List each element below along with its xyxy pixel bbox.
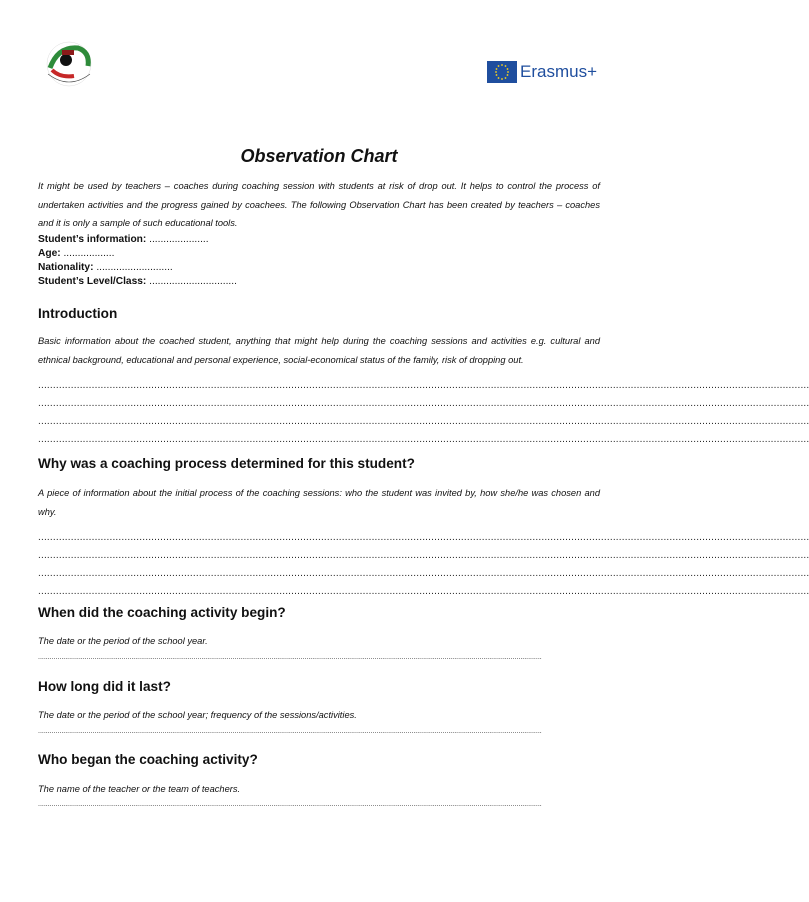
introduction-answer-line[interactable]: ...................................................................................................................................................................................................................................................................	[38, 380, 809, 391]
student-level-class-label: Student’s Level/Class:	[38, 276, 147, 287]
erasmus-plus-logo	[487, 60, 597, 84]
student-level-class-field[interactable]: ...............................	[146, 276, 237, 287]
when-description: The date or the period of the school year.	[38, 636, 208, 646]
drop-coaching-logo	[40, 38, 98, 90]
nationality-row	[38, 261, 237, 275]
student-level-class-row	[38, 275, 237, 289]
age-label: Age:	[38, 248, 61, 259]
introduction-answer-line[interactable]: ...................................................................................................................................................................................................................................................................	[38, 434, 809, 445]
introduction-answer-line[interactable]: ...................................................................................................................................................................................................................................................................	[38, 398, 809, 409]
nationality-field[interactable]: ...........................	[93, 262, 173, 273]
age-row	[38, 247, 237, 261]
why-answer-line[interactable]: ...................................................................................................................................................................................................................................................................	[38, 586, 809, 597]
who-heading: Who began the coaching activity?	[38, 752, 258, 767]
intro-paragraph: It might be used by teachers – coaches during coaching session with students at risk of drop out. It helps to control the process of undertaken activities and the progress gained by coachees. The following Observation Chart has been created by teachers – coaches and it is only a sample of such educational tools.	[38, 181, 600, 228]
why-heading: Why was a coaching process determined for this student?	[38, 456, 415, 471]
how-long-description: The date or the period of the school year; frequency of the sessions/activities.	[38, 710, 357, 720]
student-information-field[interactable]: .....................	[146, 234, 209, 245]
introduction-description: Basic information about the coached student, anything that might help during the coaching sessions and activities e.g. cultural and ethnical background, educational and personal experience, social-economical status of the family, risk of dropping out.	[38, 336, 600, 365]
student-information-row	[38, 233, 237, 247]
page-title: Observation Chart	[240, 146, 398, 166]
who-description: The name of the teacher or the team of teachers.	[38, 784, 241, 794]
why-description: A piece of information about the initial process of the coaching sessions: who the student was invited by, how she/he was chosen and why.	[38, 488, 600, 517]
why-answer-line[interactable]: ...................................................................................................................................................................................................................................................................	[38, 532, 809, 543]
erasmus-plus-wordmark: Erasmus+	[520, 62, 597, 81]
nationality-label: Nationality:	[38, 262, 94, 273]
who-answer-line[interactable]: ...................................................................................................................................................................................................................................................................	[38, 801, 542, 808]
when-heading: When did the coaching activity begin?	[38, 605, 286, 620]
why-answer-line[interactable]: ...................................................................................................................................................................................................................................................................	[38, 550, 809, 561]
eu-flag-icon	[487, 61, 517, 83]
introduction-answer-line[interactable]: ...................................................................................................................................................................................................................................................................	[38, 416, 809, 427]
age-field[interactable]: ..................	[60, 248, 115, 259]
when-answer-line[interactable]: ...................................................................................................................................................................................................................................................................	[38, 654, 542, 661]
introduction-heading: Introduction	[38, 306, 118, 321]
how-long-answer-line[interactable]: ...................................................................................................................................................................................................................................................................	[38, 728, 542, 735]
how-long-heading: How long did it last?	[38, 679, 171, 694]
student-info-block	[38, 233, 237, 289]
student-information-label: Student’s information:	[38, 234, 147, 245]
why-answer-line[interactable]: ...................................................................................................................................................................................................................................................................	[38, 568, 809, 579]
